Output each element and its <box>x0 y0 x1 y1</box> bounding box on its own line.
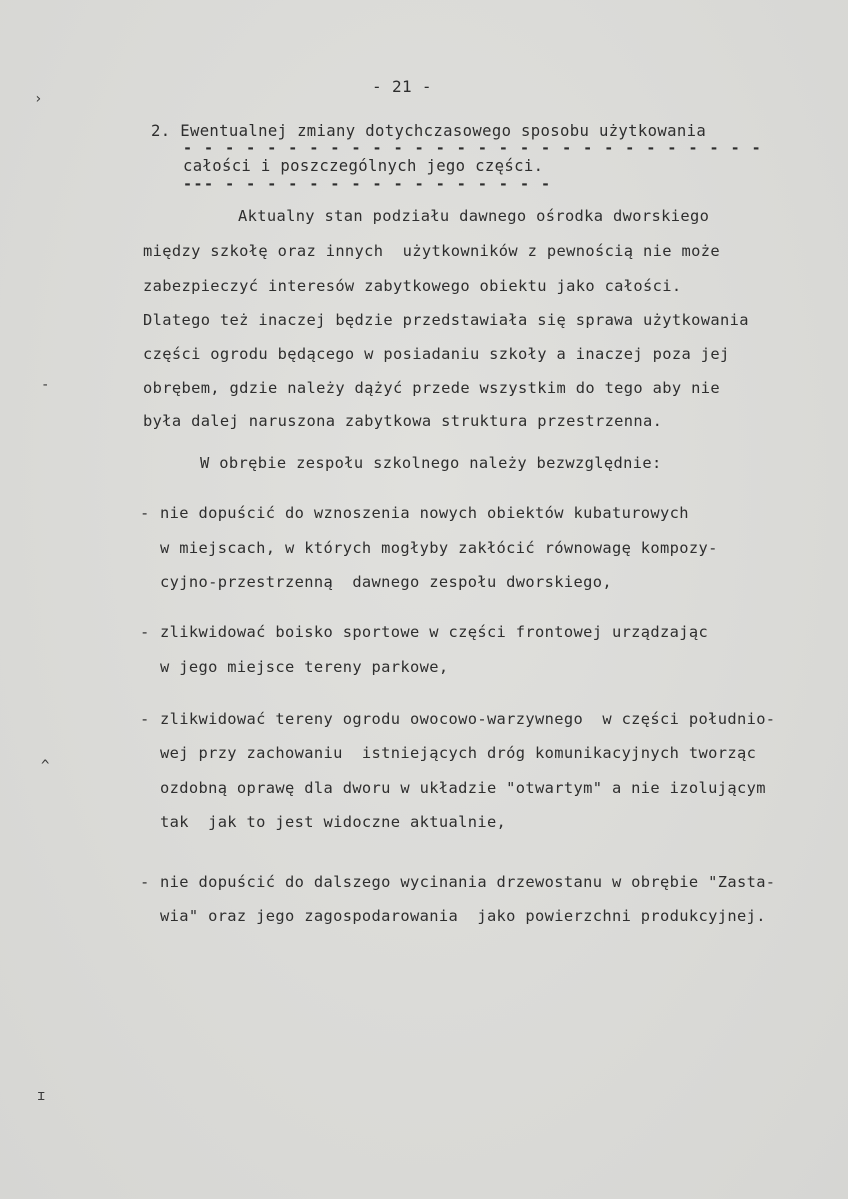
bullet-line: wia" oraz jego zagospodarowania jako powierzchni produkcyjnej. <box>160 907 766 925</box>
paragraph-line: między szkołę oraz innych użytkowników z pewnością nie może <box>143 242 720 260</box>
bullet-line: nie dopuścić do dalszego wycinania drzewostanu w obrębie "Zasta- <box>160 873 776 891</box>
bullet-line: nie dopuścić do wznoszenia nowych obiektów kubaturowych <box>160 504 689 522</box>
margin-mark: › <box>34 91 43 107</box>
margin-mark: ^ <box>41 758 50 774</box>
paragraph-line: obrębem, gdzie należy dążyć przede wszystkim do tego aby nie <box>143 379 720 397</box>
heading-underline-1: - - - - - - - - - - - - - - - - - - - - - - - - - - - - <box>183 139 763 157</box>
paragraph-line: zabezpieczyć interesów zabytkowego obiektu jako całości. <box>143 277 682 295</box>
margin-mark: ɪ <box>37 1088 46 1104</box>
paragraph-intro: W obrębie zespołu szkolnego należy bezwzględnie: <box>200 454 662 472</box>
bullet-line: ozdobną oprawę dla dworu w układzie "otwartym" a nie izolującym <box>160 779 766 797</box>
heading-line-2: całości i poszczególnych jego części. <box>183 157 544 175</box>
bullet-line: wej przy zachowaniu istniejących dróg komunikacyjnych tworząc <box>160 744 757 762</box>
bullet-dash: - <box>140 623 150 641</box>
page-number: - 21 - <box>372 77 432 96</box>
paragraph-line: Aktualny stan podziału dawnego ośrodka dworskiego <box>238 207 710 225</box>
paragraph-line: była dalej naruszona zabytkowa struktura przestrzenna. <box>143 412 663 430</box>
paragraph-line: części ogrodu będącego w posiadaniu szkoły a inaczej poza jej <box>143 345 730 363</box>
bullet-line: zlikwidować tereny ogrodu owocowo-warzywnego w części południo- <box>160 710 776 728</box>
bullet-line: tak jak to jest widoczne aktualnie, <box>160 813 507 831</box>
bullet-line: w miejscach, w których mogłyby zakłócić równowagę kompozy- <box>160 539 718 557</box>
margin-mark: - <box>41 377 50 393</box>
paragraph-line: Dlatego też inaczej będzie przedstawiała się sprawa użytkowania <box>143 311 749 329</box>
bullet-line: w jego miejsce tereny parkowe, <box>160 658 449 676</box>
bullet-line: zlikwidować boisko sportowe w części frontowej urządzając <box>160 623 709 641</box>
heading-line-1: 2. Ewentualnej zmiany dotychczasowego sposobu użytkowania <box>151 122 707 140</box>
bullet-dash: - <box>140 504 150 522</box>
bullet-line: cyjno-przestrzenną dawnego zespołu dworskiego, <box>160 573 612 591</box>
bullet-dash: - <box>140 710 150 728</box>
heading-underline-2: --- - - - - - - - - - - - - - - - - <box>183 175 552 193</box>
bullet-dash: - <box>140 873 150 891</box>
